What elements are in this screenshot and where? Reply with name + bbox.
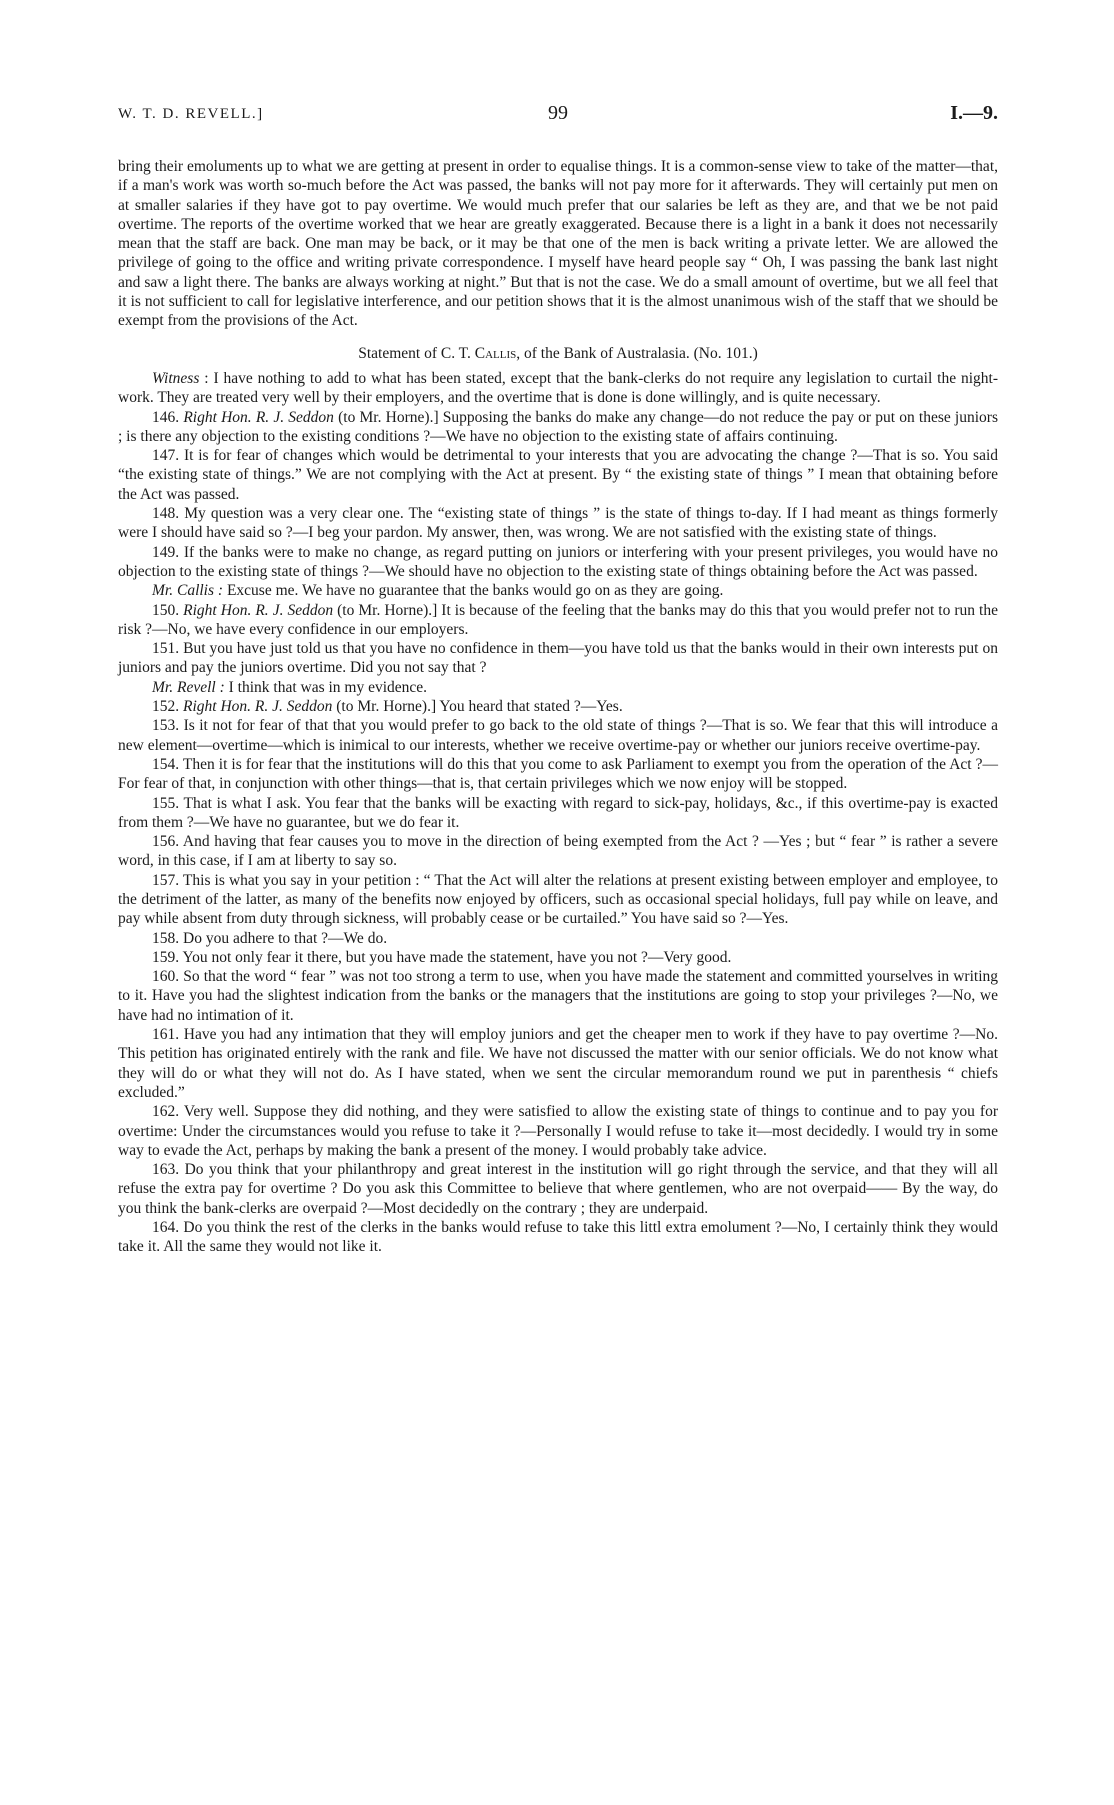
speaker-name: Mr. Revell : [152,678,225,696]
question-number: 149. [152,543,180,561]
question-text: (to Mr. Horne).] It is because of the feeling that the banks may do this that you would prefer not to run the risk ?—No, we have every confidence in our employers. [118,601,998,638]
question-number: 151. [152,640,180,658]
question-number: 152. [152,698,180,716]
question-paragraph [118,1025,998,1102]
question-text: It is for fear of changes which would be detrimental to your interests that you are advocating the change ?—That is so. You said “the existing state of things.” We are not complying with the Act at present. By “ the existing state of things ” I mean that obtaining before the Act was passed. [118,447,999,503]
question-paragraph [118,929,998,948]
statement-prefix: Statement of C. T. [358,344,475,362]
question-number: 150. [152,601,180,619]
question-number: 158. [152,929,180,947]
question-paragraph [118,948,998,967]
question-number: 157. [152,871,180,889]
question-number: 156. [152,833,180,851]
question-paragraph [118,446,998,504]
question-text: Have you had any intimation that they will employ juniors and get the cheaper men to work if they have to pay overtime ?—No. This petition has originated entirely with the rank and file. We have not discussed the matter with our senior officials. We do not know what they will do or what they will not do. As I have stated, when we sent the circular memorandum round we put in parenthesis “ chiefs excluded.” [118,1026,999,1101]
statement-suffix: , of the Bank of Australasia. (No. 101.) [516,344,758,362]
question-text: Do you think the rest of the clerks in the banks would refuse to take this littl extra emolument ?—No, I certainly think they would take it. All the same they would not like it. [118,1219,999,1256]
question-text: Do you adhere to that ?—We do. [183,929,388,947]
question-text: Excuse me. We have no guarantee that the banks would go on as they are going. [223,582,724,600]
question-paragraph [118,794,998,833]
question-paragraph [118,408,998,447]
question-number: 154. [152,755,180,773]
question-number: 160. [152,968,180,986]
question-text: I think that was in my evidence. [224,678,428,696]
question-number: 164. [152,1219,180,1237]
opening-paragraph: bring their emoluments up to what we are getting at present in order to equalise things. It is a common-sense view to take of the matter—that, if a man's work was worth so-much before the Act was passed, the banks will not pay more for it afterwards. They will certainly put men on at smaller salaries if they have got to pay overtime. We would much prefer that our salaries be left as they are, and that we be not paid overtime. The reports of the overtime worked that we hear are greatly exaggerated. Because there is a light in a bank it does not necessarily mean that the staff are back. One man may be back, or it may be that one of the men is back writing a private letter. We are allowed the privilege of going to the office and writing private correspondence. I myself have heard people say “ Oh, I was passing the bank last night and saw a light there. The banks are always working at night.” But that is not the case. We do a small amount of overtime, but we all feel that it is not sufficient to call for legislative interference, and our petition shows that it is the almost unanimous wish of the staff that we should be exempt from the provisions of the Act. [118,158,998,330]
question-paragraph [118,543,998,582]
question-paragraph [118,581,998,600]
question-paragraph [118,832,998,871]
question-paragraph [118,1160,998,1218]
running-head-witness: W. T. D. REVELL.] [118,106,264,122]
page-header [118,102,998,132]
question-paragraph [118,1102,998,1160]
question-text: And having that fear causes you to move in the direction of being exempted from the Act ? —Yes ; but “ fear ” is rather a severe word, in this case, if I am at liberty to say so. [118,833,998,870]
question-text: Very well. Suppose they did nothing, and they were satisfied to allow the existing state of things to continue and to pay you for overtime: Under the circumstances would you refuse to take it ?—Personally I would refuse to take it—most decidedly. I would try in some way to evade the Act, perhaps by making the bank a present of the money. I would probably take advice. [118,1103,998,1159]
statement-heading [118,344,998,363]
question-number: 155. [152,794,180,812]
question-paragraph [118,639,998,678]
question-text: This is what you say in your petition : “ That the Act will alter the relations at present existing between employer and employee, to the detriment of the latter, as many of the benefits now enjoyed by officers, such as occasional special holidays, full pay while on leave, and pay while absent from duty through sickness, will probably cease or be curtailed.” You have said so ?—Yes. [118,871,998,928]
document-body [118,157,998,1257]
questions-list [118,408,998,1257]
question-number: 162. [152,1103,180,1121]
question-text: You not only fear it there, but you have made the statement, have you not ?—Very good. [182,948,732,966]
question-text: (to Mr. Horne).] You heard that stated ?—Yes. [332,698,623,716]
question-number: 163. [152,1161,180,1179]
question-paragraph [118,678,998,697]
question-text: So that the word “ fear ” was not too strong a term to use, when you have made the statement and committed yourselves in writing to it. Have you had the slightest indication from the banks or the managers that the institutions are going to stop your privileges ?—No, we have had no intimation of it. [118,968,999,1024]
question-number: 146. [152,408,180,426]
question-text: (to Mr. Horne).] Supposing the banks do make any change—do not reduce the pay or put on these juniors ; is there any objection to the existing conditions ?—We have no objection to the existing state of affairs continuing. [118,408,998,445]
question-paragraph [118,697,998,716]
page-number: 99 [548,102,568,124]
question-number: 153. [152,717,180,735]
question-paragraph [118,504,998,543]
document-reference: I.—9. [950,102,998,124]
question-text: My question was a very clear one. The “existing state of things ” is the state of things to-day. If I had meant as things formerly were I should have said so ?—I beg your pardon. My answer, then, was wrong. We are not satisfied with the existing state of things. [118,505,998,542]
witness-label: Witness [152,369,200,387]
question-number: 161. [152,1026,180,1044]
speaker-name: Right Hon. R. J. Seddon [183,408,334,426]
speaker-name: Mr. Callis : [152,582,224,600]
question-number: 148. [152,505,180,523]
speaker-name: Right Hon. R. J. Seddon [183,601,334,619]
question-paragraph [118,871,998,929]
speaker-name: Right Hon. R. J. Seddon [183,698,333,716]
question-text: Then it is for fear that the institutions will do this that you come to ask Parliament to exempt you from the operation of the Act ?—For fear of that, in conjunction with other things—that is, that certain privileges which we now enjoy will be stopped. [118,755,998,793]
question-text: But you have just told us that you have no confidence in them—you have told us that the banks would in their own interests put on juniors and pay the juniors overtime. Did you not say that ? [118,640,999,677]
witness-paragraph [118,369,998,408]
question-paragraph [118,716,998,755]
question-paragraph [118,967,998,1025]
question-text: Is it not for fear of that that you would prefer to go back to the old state of things ?—That is so. We fear that this will introduce a new element—overtime—which is inimical to our interests, whether we receive overtime-pay or whether our juniors receive overtime-pay. [118,717,999,754]
question-paragraph [118,601,998,640]
question-text: Do you think that your philanthropy and great interest in the institution will go right through the service, and that they will all refuse the extra pay for overtime ? Do you ask this Committee to believe that where gentlemen, who are not overpaid—— By the way, do you think the bank-clerks are overpaid ?—Most decidedly on the contrary ; they are underpaid. [118,1161,998,1217]
question-paragraph [118,755,998,794]
question-text: That is what I ask. You fear that the banks will be exacting with regard to sick-pay, holidays, &c., if this overtime-pay is exacted from them ?—We have no guarantee, but we do fear it. [118,794,998,831]
statement-name: Callis [474,344,517,362]
question-text: If the banks were to make no change, as regard putting on juniors or interfering with your present privileges, you would have no objection to the existing state of things ?—We should have no objection to the existing state of things obtaining before the Act was passed. [118,543,999,580]
witness-text: : I have nothing to add to what has been stated, except that the bank-clerks do not require any legislation to curtail the night-work. They are treated very well by their employers, and the overtime that is done is done willingly, and is quite necessary. [118,369,998,407]
question-number: 147. [152,447,180,465]
question-paragraph [118,1218,998,1257]
question-number: 159. [152,948,180,966]
